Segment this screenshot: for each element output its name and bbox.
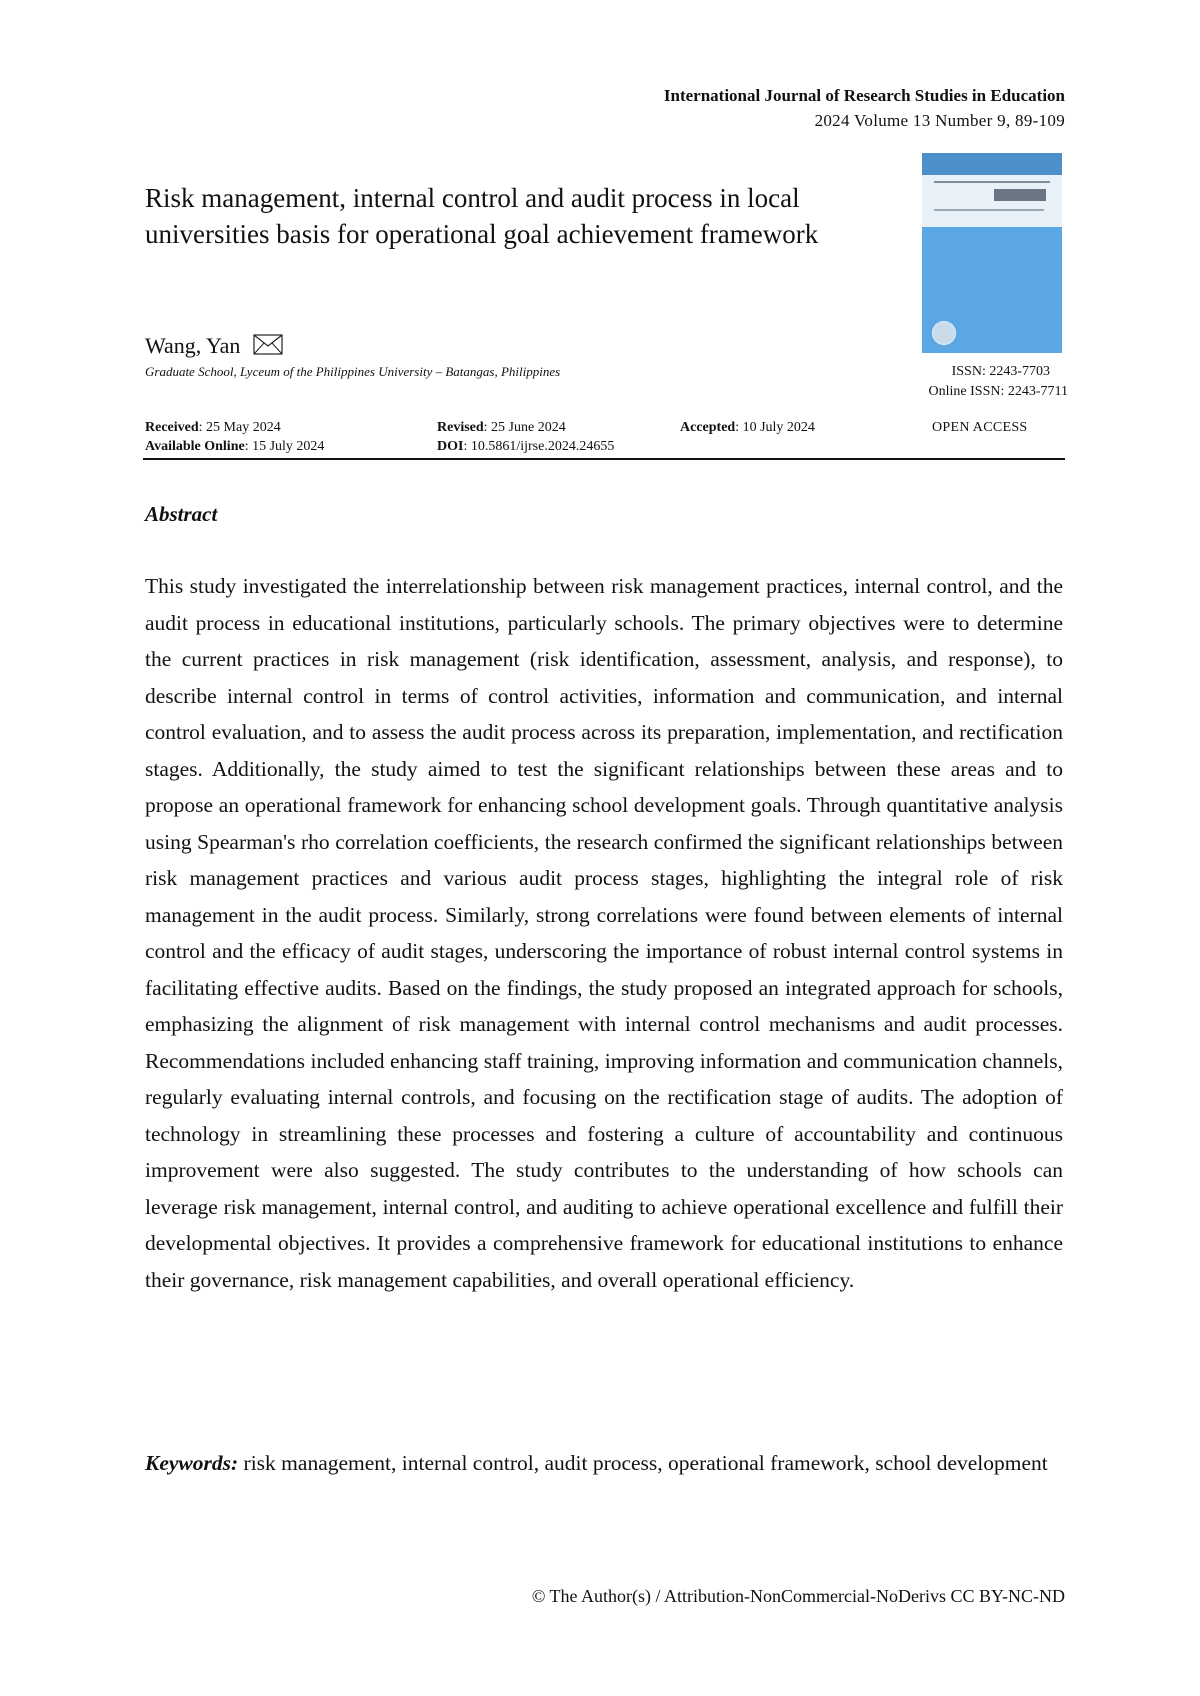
publisher-seal-icon xyxy=(932,321,956,345)
author-name: Wang, Yan xyxy=(145,333,241,358)
available-online-date: Available Online: 15 July 2024 xyxy=(145,439,325,454)
accepted-date: Accepted: 10 July 2024 xyxy=(680,420,815,435)
journal-name: International Journal of Research Studies in Education xyxy=(663,86,1065,105)
paper-title: Risk management, internal control and audit process in local universities basis for operational goal achievement framework xyxy=(145,183,819,249)
abstract-body: This study investigated the interrelationship between risk management practices, internal control, and the audit process in educational institutions, particularly schools. The primary objectives were to determine the current practices in risk management (risk identification, assessment, analysis, and response), to describe internal control in terms of control activities, information and communication, and internal control evaluation, and to assess the audit process across its preparation, implementation, and rectification stages. Additionally, the study aimed to test the significant relationships between these areas and to propose an operational framework for enhancing school development goals. Through quantitative analysis using Spearman's rho correlation coefficients, the research confirmed the significant relationships between risk management practices and various audit process stages, highlighting the integral role of risk management in the audit process. Similarly, strong correlations were found between elements of internal control and the efficacy of audit stages, underscoring the importance of robust internal control systems in facilitating effective audits. Based on the findings, the study proposed an integrated approach for schools, emphasizing the alignment of risk management with internal control mechanisms and audit processes. Recommendations included enhancing staff training, improving information and communication channels, regularly evaluating internal controls, and focusing on the rectification stage of audits. The adoption of technology in streamlining these processes and fostering a culture of accountability and continuous improvement were also suggested. The study contributes to the understanding of how schools can leverage risk management, internal control, and auditing to achieve operational excellence and fulfill their developmental objectives. It provides a comprehensive framework for educational institutions to enhance their governance, risk management capabilities, and overall operational efficiency. xyxy=(145,574,1063,1292)
doi-link[interactable]: DOI: 10.5861/ijrse.2024.24655 xyxy=(437,439,615,454)
keywords-text: risk management, internal control, audit process, operational framework, school development xyxy=(243,1451,1048,1475)
header-divider xyxy=(143,458,1065,460)
issn-online: Online ISSN: 2243-7711 xyxy=(928,384,1068,399)
license-footer: © The Author(s) / Attribution-NonCommercial-NoDerivs CC BY-NC-ND xyxy=(531,1586,1065,1606)
abstract-heading: Abstract xyxy=(145,502,218,526)
keywords xyxy=(145,1445,1063,1482)
journal-cover-image xyxy=(922,153,1062,353)
revised-date: Revised: 25 June 2024 xyxy=(437,420,566,435)
received-date: Received: 25 May 2024 xyxy=(145,420,281,435)
envelope-icon[interactable] xyxy=(253,334,283,355)
issn-print: ISSN: 2243-7703 xyxy=(951,364,1050,379)
author-affiliation: Graduate School, Lyceum of the Philippines University – Batangas, Philippines xyxy=(145,364,561,379)
keywords-label: Keywords: xyxy=(145,1451,239,1475)
open-access-label: OPEN ACCESS xyxy=(932,420,1028,435)
journal-volume-line: 2024 Volume 13 Number 9, 89-109 xyxy=(814,111,1065,130)
